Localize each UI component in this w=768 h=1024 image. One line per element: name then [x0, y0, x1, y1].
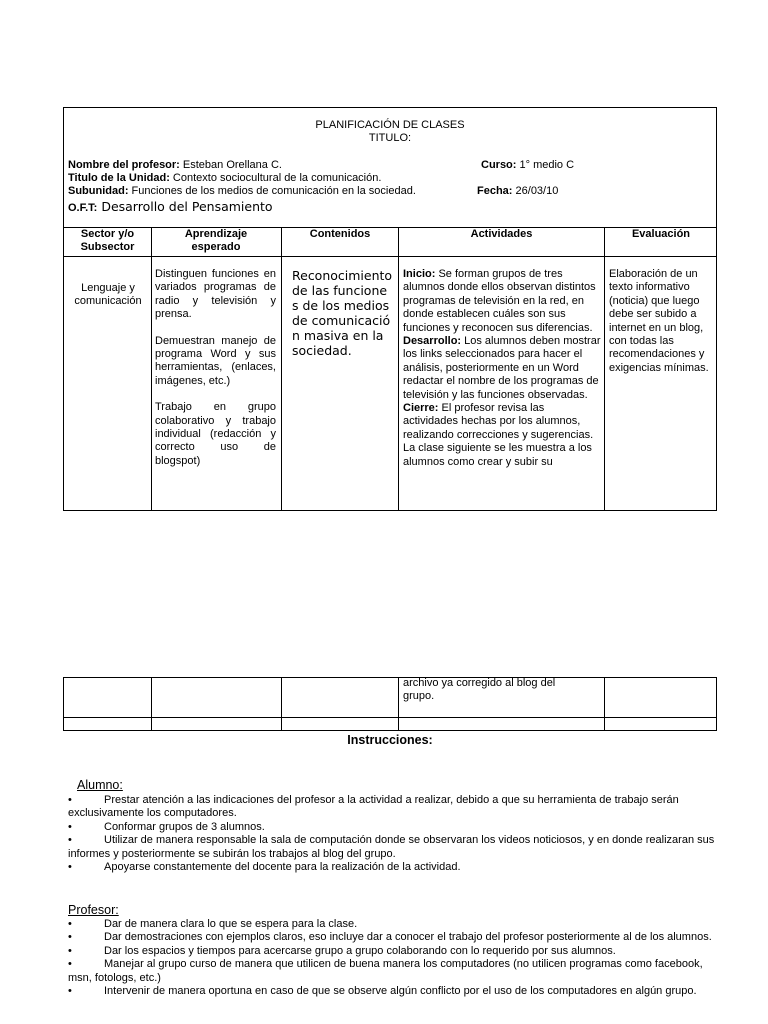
bullet-icon: •	[68, 918, 72, 930]
col-header-actividades: Actividades	[470, 228, 533, 240]
curso-value: 1° medio C	[516, 159, 575, 171]
aprendizaje-item-2: Demuestran manejo de programa Word y sus herramientas, (enlaces, imágenes, etc.)	[155, 334, 276, 387]
list-item	[68, 945, 718, 958]
list-item	[68, 918, 718, 931]
inicio-text: Se forman grupos de tres alumnos donde ellos observan distintos programas de televisión en la red, en donde establecen cuáles son sus funciones y reconocen sus diferencias.	[403, 268, 596, 334]
cont-col-divider-4	[604, 677, 605, 731]
alumno-item-3: Utilizar de manera responsable la sala de computación donde se observaran los videos noticiosos, y en donde realizaran sus informes y posteriormente se subirán los trabajos al blog del grupo.	[68, 834, 715, 860]
col-header-aprendizaje: Aprendizaje esperado	[184, 228, 248, 254]
curso-line	[481, 159, 681, 172]
profesor-item-1: Dar de manera clara lo que se espera para la clase.	[104, 918, 358, 930]
continued-actividades: archivo ya corregido al blog del grupo.	[403, 677, 556, 703]
alumno-list	[68, 794, 718, 874]
profesor-item-2: Dar demostraciones con ejemplos claros, eso incluye dar a conocer el trabajo del profesor posteriormente al de los alumnos.	[104, 931, 712, 944]
aprendizaje-item-3: Trabajo en grupo colaborativo y trabajo individual (redacción y correcto uso de blogspot)	[155, 401, 276, 467]
col-header-contenidos: Contenidos	[309, 228, 371, 240]
unidad-line	[68, 172, 668, 185]
col-header-sector: Sector y/o Subsector	[80, 228, 135, 254]
fecha-line	[477, 185, 677, 198]
subunidad-label: Subunidad:	[68, 185, 129, 197]
bullet-icon: •	[68, 931, 72, 944]
column-header-divider	[63, 256, 717, 257]
bullet-icon: •	[68, 985, 72, 998]
oft-value: Desarrollo del Pensamiento	[97, 199, 273, 214]
continuation-row-divider	[63, 717, 717, 718]
instrucciones-title: Instrucciones:	[347, 733, 433, 747]
bullet-icon: •	[68, 834, 72, 847]
fecha-value: 26/03/10	[512, 185, 559, 197]
cell-aprendizaje	[155, 268, 276, 508]
col-divider-4	[604, 227, 605, 511]
list-item	[68, 794, 718, 821]
inicio-label: Inicio:	[403, 268, 436, 280]
cell-evaluacion: Elaboración de un texto informativo (noticia) que luego debe ser subido a internet en un blog, con todas las recomendaciones y exigencias mínimas.	[609, 268, 709, 374]
col-header-evaluacion: Evaluación	[631, 228, 691, 240]
contenidos-text: Reconocimiento de las funciones de los medios de comunicación masiva en la sociedad.	[292, 268, 393, 358]
cell-actividades	[403, 268, 601, 510]
cont-col-divider-1	[151, 677, 152, 731]
list-item	[68, 931, 718, 944]
continuation-border	[63, 677, 717, 731]
profesor-label: Nombre del profesor:	[68, 159, 180, 171]
cierre-text: El profesor revisa las actividades hechas por los alumnos, realizando correcciones y sugerencias.	[403, 402, 594, 441]
list-item	[68, 958, 718, 985]
profesor-item-3: Dar los espacios y tiempos para acercarse grupo a grupo colaborando con lo requerido por sus alumnos.	[104, 944, 616, 957]
profesor-list	[68, 918, 718, 998]
list-item	[68, 834, 718, 861]
list-item	[68, 821, 718, 834]
bullet-icon: •	[68, 861, 72, 874]
alumno-item-1: Prestar atención a las indicaciones del profesor a la actividad a realizar, debido a que su herramienta de trabajo serán exclusivamente los computadores.	[68, 794, 679, 820]
cell-contenidos	[292, 268, 393, 358]
cierre-label: Cierre:	[403, 402, 439, 415]
list-item	[68, 985, 718, 998]
page-subtitle: TITULO:	[368, 132, 412, 144]
fecha-label: Fecha:	[477, 185, 513, 197]
aprendizaje-item-1: Distinguen funciones en variados programas de radio y televisión y prensa.	[155, 268, 276, 321]
alumno-heading-text: Alumno:	[77, 778, 123, 792]
final-text: La clase siguiente se les muestra a los alumnos como crear y subir su	[403, 442, 592, 468]
col-divider-1	[151, 227, 152, 511]
bullet-icon: •	[68, 944, 72, 957]
bullet-icon: •	[68, 958, 72, 971]
profesor-value: Esteban Orellana C.	[179, 159, 282, 171]
cell-sector: Lenguaje y comunicación	[74, 282, 142, 308]
profesor-heading	[68, 903, 119, 917]
profesor-item-4: Manejar al grupo curso de manera que utilicen de buena manera los computadores (no utilicen programas como facebook, msn, fotologs, etc.)	[68, 958, 703, 984]
page-title: PLANIFICACIÓN DE CLASES	[315, 119, 465, 131]
unidad-value: Contexto sociocultural de la comunicación.	[169, 172, 382, 184]
list-item	[68, 861, 718, 874]
oft-line	[68, 199, 668, 216]
unidad-label: Titulo de la Unidad:	[68, 172, 170, 184]
cont-col-divider-3	[398, 677, 399, 731]
alumno-heading	[77, 778, 123, 792]
profesor-line	[68, 159, 488, 172]
profesor-heading-text: Profesor:	[68, 903, 119, 917]
subunidad-line	[68, 185, 488, 198]
col-divider-2	[281, 227, 282, 511]
cont-col-divider-2	[281, 677, 282, 731]
alumno-item-2: Conformar grupos de 3 alumnos.	[104, 820, 265, 833]
subunidad-value: Funciones de los medios de comunicación en la sociedad.	[128, 185, 416, 197]
bullet-icon: •	[68, 794, 72, 806]
col-divider-3	[398, 227, 399, 511]
alumno-item-4: Apoyarse constantemente del docente para la realización de la actividad.	[104, 861, 461, 874]
oft-label: O.F.T:	[68, 202, 98, 214]
desarrollo-text: Los alumnos deben mostrar los links seleccionados para hacer el análisis, posteriormente en un Word redactar el nombre de los programas de televisión y las funciones observadas.	[403, 335, 601, 401]
profesor-item-5: Intervenir de manera oportuna en caso de que se observe algún conflicto por el uso de los computadores en algún grupo.	[104, 985, 697, 998]
desarrollo-label: Desarrollo:	[403, 335, 462, 348]
bullet-icon: •	[68, 820, 72, 833]
curso-label: Curso:	[481, 159, 517, 171]
